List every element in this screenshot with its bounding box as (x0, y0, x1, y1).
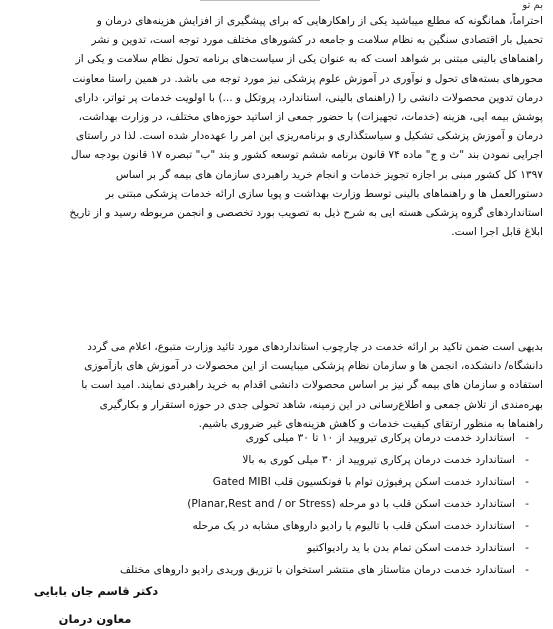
paragraph-line: محورهای بسته‌های تحول و نوآوری در آموزش علوم پزشکی نیز مورد توجه می باشد. در همین راستا معاونت (72, 72, 543, 85)
paragraph-line: احتراماً، همانگونه که مطلع میباشید یکی از راهکارهایی که برای پیشگیری از افزایش هزینه‌های درمان و (96, 15, 543, 27)
paragraph-line: بهره‌مندی از تلاش جمعی و اطلاع‌رسانی در این زمینه، شاهد تحولی جدی در حوزه استقرار و بکارگیری (99, 398, 543, 411)
paragraph-line: ابلاغ قابل اجرا است. (451, 226, 543, 239)
list-item-text: استاندارد خدمت اسکن قلب با دو مرحله (Planar,Rest and / or Stress) (187, 498, 515, 510)
signer-title: معاون درمان (58, 612, 132, 626)
standards-list (8, 427, 533, 581)
header-mark: بم تو (522, 0, 543, 11)
paragraph-line: درمان تدوین محصولات دانشی را (راهنمای بالینی، استاندارد، پروتکل و ...) با اولویت خدمات پر تواتر، دارای (74, 91, 543, 104)
intro-paragraph (8, 12, 543, 242)
bullet-dash: - (525, 432, 529, 444)
paragraph-line: پوشش بیمه ایی، هزینه (خدمات، تجهیزات) با حضور جمعی از اساتید حوزه‌های مختلف، در وزارت بهداشت، (78, 111, 543, 124)
list-item (8, 537, 533, 559)
paragraph-line: درمان و آموزش پزشکی تشکیل و سیاستگذاری و برنامه‌ریزی این امر را عهده‌دار شده است. لذا در راستای (75, 130, 543, 143)
paragraph-line: استانداردهای گروه پزشکی هسته ایی به شرح ذیل به تصویب بورد تخصصی و انجمن مربوطه رسید و از تاریخ (69, 207, 543, 220)
list-item-text: استاندارد خدمت درمان پرکاری تیرویید از ۳۰ میلی کوری به بالا (242, 454, 515, 466)
list-item (8, 471, 533, 493)
bullet-dash: - (525, 498, 529, 510)
list-item (8, 559, 533, 581)
paragraph-line: راهنماهای بالینی مبتنی بر شواهد است که به عنوان یکی از سیاست‌های برنامه تحول نظام سلامت و یکی از (75, 53, 543, 66)
list-item-text: استاندارد خدمت درمان پرکاری تیرویید از ۱۰ تا ۳۰ میلی کوری (245, 432, 515, 444)
paragraph-line: دستورالعمل ها و راهنماهای بالینی توسط وزارت بهداشت و پویا سازی ارائه خدمات پزشکی مبتنی بر (105, 187, 543, 200)
signer-name: دکتر قاسم جان بابایی (33, 584, 159, 598)
paragraph-line: راهنماها به منظور ارتقای کیفیت خدمات و کاهش هزینه‌های غیر ضروری باشیم. (198, 417, 543, 430)
paragraph-line: اجرایی نمودن بند "ث و ج" ماده ۷۴ قانون برنامه ششم توسعه کشور و بند "ب" تبصره ۱۷ قانون بودجه سال (70, 149, 543, 162)
list-item-text: استاندارد خدمت اسکن تمام بدن با ید رادیواکتیو (307, 542, 515, 554)
bullet-dash: - (525, 476, 529, 488)
list-item (8, 515, 533, 537)
list-item (8, 493, 533, 515)
paragraph-line: استفاده و سازمان های بیمه گر نیز بر اساس محصولات دانشی اقدام به خرید راهبردی نمایند. امید است با (81, 379, 543, 392)
bullet-dash: - (525, 542, 529, 554)
top-divider (200, 0, 320, 5)
paragraph-line: بدیهی است ضمن تاکید بر ارائه خدمت در چارچوب استانداردهای مورد تائید وزارت متبوع، اعلام می گردد (87, 341, 543, 353)
list-item-text: استاندارد خدمت درمان متاستاز های منتشر استخوان با تزریق وریدی رادیو داروهای مختلف (120, 564, 515, 576)
paragraph-line: ۱۳۹۷ کل کشور مبنی بر اجازه تجویز خدمات و انجام خرید راهبردی سازمان های بیمه گر بر اساس (115, 168, 543, 181)
list-item-text: استاندارد خدمت اسکن قلب با تالیوم یا رادیو داروهای مشابه در یک مرحله (192, 520, 515, 532)
bullet-dash: - (525, 520, 529, 532)
bullet-dash: - (525, 454, 529, 466)
paragraph-line: تحمیل بار اقتصادی سنگین به نظام سلامت و جامعه در کشورهای مختلف مورد توجه است، تدوین و نشر (91, 34, 543, 47)
bullet-dash: - (525, 564, 529, 576)
list-item (8, 427, 533, 449)
list-item-text: استاندارد خدمت اسکن پرفیوژن توام با فونکسیون قلب Gated MIBI (212, 476, 515, 488)
second-paragraph (8, 338, 543, 434)
paragraph-line: دانشگاه/ دانشکده، انجمن ها و سازمان نظام پزشکی میبایست از این محصولات در آموزش های بازآموزی (84, 360, 543, 373)
list-item (8, 449, 533, 471)
